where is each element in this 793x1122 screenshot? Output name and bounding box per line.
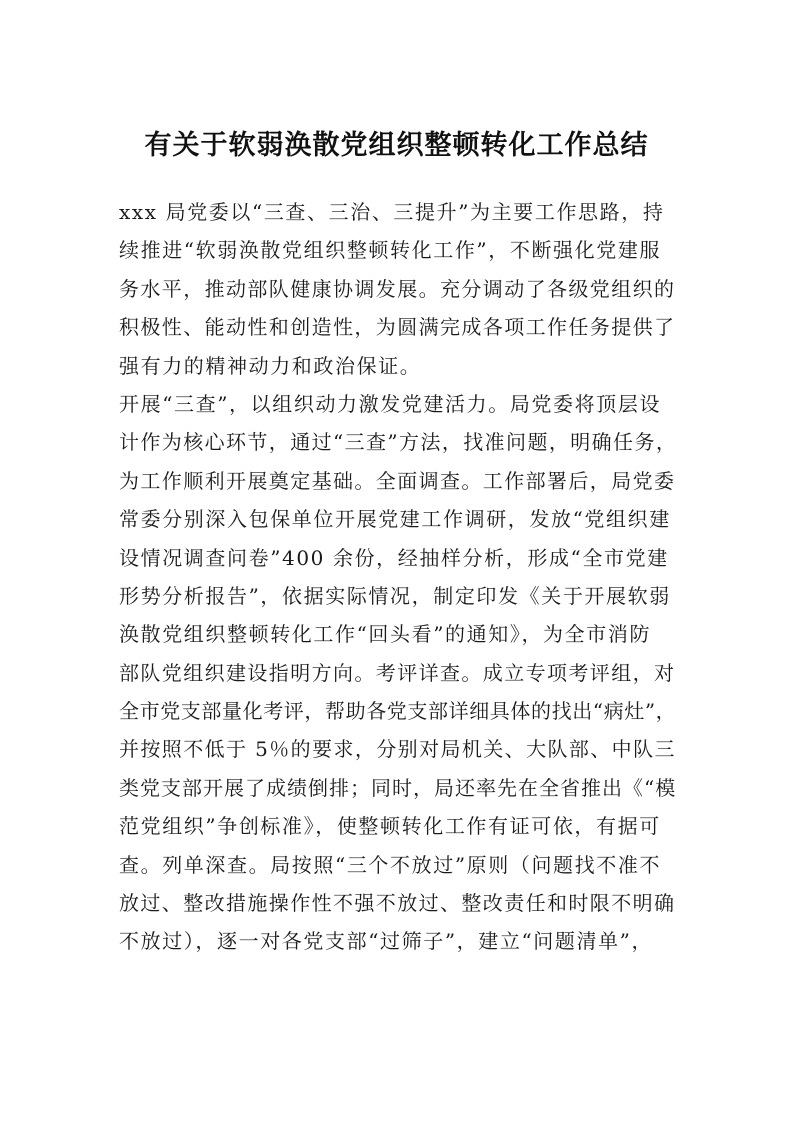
body-line: 不放过），逐一对各党支部“过筛子”，建立“问题清单”， — [119, 929, 654, 954]
body-line: 涣散党组织整顿转化工作“回头看”的通知》，为全市消防 — [119, 622, 652, 647]
body-line: 续推进“软弱涣散党组织整顿转化工作”，不断强化党建服 — [119, 238, 662, 263]
body-line: 部队党组织建设指明方向。考评详查。成立专项考评组，对 — [119, 660, 676, 685]
document-body — [119, 193, 679, 961]
body-line: 务水平，推动部队健康协调发展。充分调动了各级党组织的 — [119, 276, 676, 301]
body-line: 强有力的精神动力和政治保证。 — [119, 353, 422, 378]
body-line: 放过、整改措施操作性不强不放过、整改责任和时限不明确 — [119, 891, 676, 916]
body-line: 形势分析报告”，依据实际情况，制定印发《关于开展软弱 — [119, 583, 671, 608]
body-line: 查。列单深查。局按照“三个不放过”原则（问题找不准不 — [119, 852, 662, 877]
body-line: 为工作顺利开展奠定基础。全面调查。工作部署后，局党委 — [119, 468, 676, 493]
body-line: 开展“三查”，以组织动力激发党建活力。局党委将顶层设 — [119, 391, 662, 416]
body-line: 全市党支部量化考评，帮助各党支部详细具体的找出“病灶”， — [119, 699, 677, 724]
body-line: 范党组织”争创标准》，使整顿转化工作有证可依，有据可 — [119, 814, 661, 839]
document-title: 有关于软弱涣散党组织整顿转化工作总结 — [144, 130, 649, 161]
body-line: 计作为核心环节，通过“三查”方法，找准问题，明确任务， — [119, 430, 678, 455]
body-line: 并按照不低于 5％的要求，分别对局机关、大队部、中队三 — [119, 737, 676, 762]
body-line: 积极性、能动性和创造性，为圆满完成各项工作任务提供了 — [119, 315, 676, 340]
body-line: 设情况调查问卷”400 余份，经抽样分析，形成“全市党建 — [119, 545, 669, 570]
body-line: 类党支部开展了成绩倒排；同时，局还率先在全省推出《“模 — [119, 775, 677, 800]
body-line: xxx 局党委以“三查、三治、三提升”为主要工作思路，持 — [119, 200, 665, 224]
body-line: 常委分别深入包保单位开展党建工作调研，发放“党组织建 — [119, 507, 671, 532]
